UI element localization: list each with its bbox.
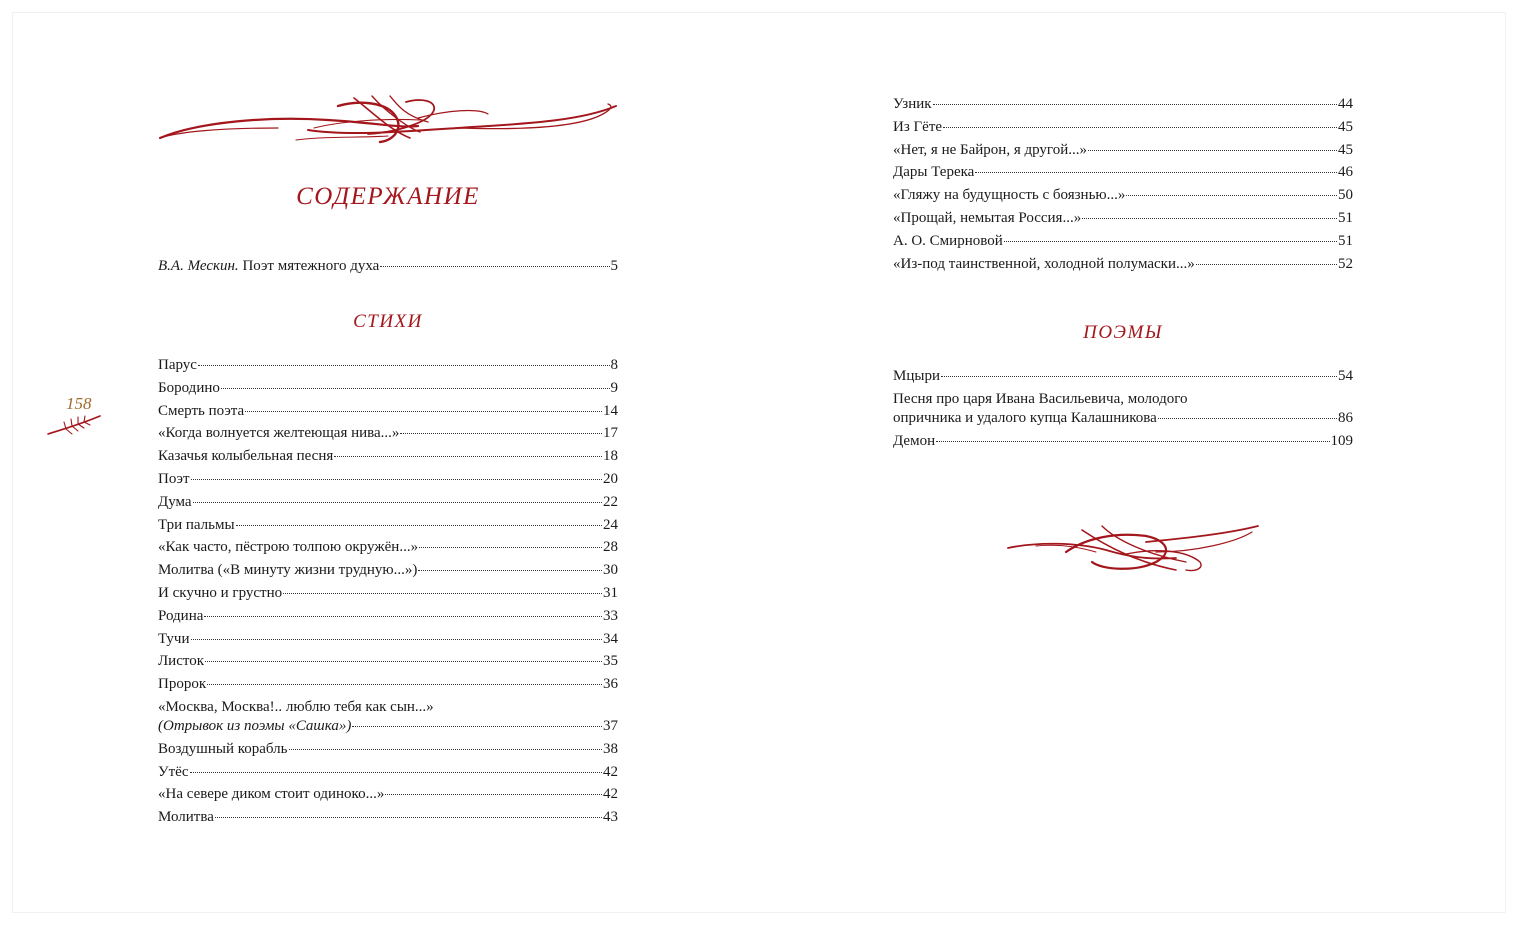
entry-title: «Прощай, немытая Россия...»: [893, 210, 1082, 226]
leader-dots: [941, 375, 1337, 377]
list-item: [158, 470, 618, 489]
page-ref: 54: [1338, 368, 1353, 384]
entry-title: Парус: [158, 357, 197, 373]
list-item: [158, 763, 618, 782]
page-ref: 42: [603, 763, 618, 780]
leader-dots: [289, 748, 603, 750]
entry-title: «Гляжу на будущность с боязнью...»: [893, 187, 1126, 204]
leader-dots: [193, 501, 602, 503]
list-item: [158, 584, 618, 603]
leader-dots: [215, 816, 602, 818]
list-item: [158, 652, 618, 671]
feather-icon: [46, 414, 102, 438]
entry-title: «Как часто, пёстрою толпою окружён...»: [158, 539, 419, 556]
section-title-long-poems: ПОЭМЫ: [1083, 322, 1163, 343]
page-ref: 18: [603, 448, 618, 465]
leader-dots: [943, 126, 1337, 128]
flourish-icon: [1006, 522, 1260, 578]
entry-title: Листок: [158, 653, 205, 670]
page-ref: 50: [1338, 187, 1353, 204]
leader-dots: [933, 103, 1337, 105]
entry-title: Пророк: [158, 676, 207, 693]
page-ref: 17: [603, 425, 618, 442]
list-item: [893, 390, 1353, 428]
leader-dots: [245, 410, 602, 412]
leader-dots: [380, 265, 609, 267]
list-item: [158, 675, 618, 694]
list-item: [158, 516, 618, 535]
entry-title: «Когда волнуется желтеющая нива...»: [158, 425, 400, 442]
entry-title: Утёс: [158, 763, 189, 780]
page-ref: 36: [603, 676, 618, 693]
entry-title: Бородино: [158, 379, 220, 396]
list-item: [893, 232, 1353, 251]
flourish-icon: [158, 92, 620, 152]
leader-dots: [207, 683, 602, 685]
list-item: [158, 630, 618, 649]
section-title-poems: СТИХИ: [353, 311, 423, 332]
page-ref: 9: [610, 379, 618, 396]
page-ref: 8: [610, 357, 618, 373]
entry-subtitle: (Отрывок из поэмы «Сашка»): [158, 718, 352, 734]
entry-title: Из Гёте: [893, 118, 943, 135]
leader-dots: [191, 638, 603, 640]
page-number: 158: [66, 394, 92, 413]
page-ref: 44: [1338, 96, 1353, 112]
entry-title: «Из-под таинственной, холодной полумаски...»: [893, 255, 1195, 272]
leader-dots: [1158, 417, 1337, 419]
entry-title: Мцыри: [893, 368, 940, 384]
page-ref: 22: [603, 493, 618, 510]
list-item: [158, 257, 618, 276]
page-ref: 5: [610, 258, 618, 274]
leader-dots: [400, 432, 602, 434]
list-item: [893, 209, 1353, 228]
entry-title: Дары Терека: [893, 164, 975, 181]
page-ref: 24: [603, 516, 618, 533]
entry-title: Родина: [158, 607, 204, 624]
leader-dots: [975, 171, 1337, 173]
list-item: [893, 118, 1353, 137]
leader-dots: [1126, 194, 1337, 196]
entry-title: «Москва, Москва!.. люблю тебя как сын...»: [158, 699, 434, 715]
entry-subtitle: опричника и удалого купца Калашникова: [893, 410, 1157, 426]
page-ref: 34: [603, 630, 618, 647]
page-ref: 38: [603, 740, 618, 757]
intro-author: В.А. Мескин.: [158, 258, 239, 274]
list-item: [893, 141, 1353, 160]
entry-title: «Нет, я не Байрон, я другой...»: [893, 141, 1087, 158]
entry-title: «На севере диком стоит одиноко...»: [158, 786, 385, 803]
entry-title: Молитва: [158, 809, 214, 826]
list-item: [158, 607, 618, 626]
intro-title: Поэт мятежного духа: [242, 258, 380, 274]
leader-dots: [204, 615, 602, 617]
list-item: [893, 367, 1353, 386]
page-ref: 33: [603, 607, 618, 624]
page-ref: 28: [603, 539, 618, 556]
list-item: [158, 785, 618, 804]
page-ref: 109: [1330, 433, 1353, 449]
list-item: [893, 95, 1353, 114]
list-item: [158, 402, 618, 421]
leader-dots: [1004, 240, 1337, 242]
list-item: [158, 740, 618, 759]
leader-dots: [418, 569, 602, 571]
leader-dots: [936, 440, 1329, 442]
list-item: [893, 432, 1353, 451]
page-ref: 45: [1338, 141, 1353, 158]
page-ref: 31: [603, 585, 618, 601]
entry-title: И скучно и грустно: [158, 585, 283, 601]
entry-title: Узник: [893, 96, 932, 112]
leader-dots: [385, 793, 602, 795]
entry-title: А. О. Смирновой: [893, 232, 1003, 249]
list-item: [158, 379, 618, 398]
page-ref: 45: [1338, 118, 1353, 135]
page-ref: 51: [1338, 210, 1353, 226]
page-title: СОДЕРЖАНИЕ: [296, 183, 480, 210]
leader-dots: [419, 546, 602, 548]
leader-dots: [191, 478, 602, 480]
entry-title: Воздушный корабль: [158, 740, 288, 757]
list-item: [893, 255, 1353, 274]
page-ref: 52: [1338, 255, 1353, 272]
leader-dots: [221, 387, 610, 389]
leader-dots: [205, 660, 602, 662]
list-item: [158, 493, 618, 512]
leader-dots: [1088, 149, 1337, 151]
leader-dots: [352, 725, 602, 727]
page-ref: 14: [603, 402, 618, 419]
entry-title: Тучи: [158, 630, 190, 647]
page-ref: 43: [603, 809, 618, 826]
entry-title: Смерть поэта: [158, 402, 245, 419]
entry-title: Дума: [158, 493, 192, 510]
entry-title: Казачья колыбельная песня: [158, 448, 334, 465]
page-ref: 30: [603, 562, 618, 579]
page-ref: 51: [1338, 232, 1353, 249]
list-item: [158, 356, 618, 375]
list-item: [893, 163, 1353, 182]
list-item: [158, 538, 618, 557]
list-item: [158, 424, 618, 443]
leader-dots: [1196, 263, 1337, 265]
page-ref: 46: [1338, 164, 1353, 181]
leader-dots: [1082, 217, 1337, 219]
list-item: [158, 447, 618, 466]
leader-dots: [198, 364, 610, 366]
entry-title: Поэт: [158, 471, 190, 487]
entry-title: Демон: [893, 433, 936, 449]
list-item: [158, 561, 618, 580]
list-item: [158, 808, 618, 827]
leader-dots: [190, 771, 603, 773]
entry-title: Три пальмы: [158, 516, 235, 533]
page-ref: 35: [603, 653, 618, 670]
list-item: [158, 698, 618, 736]
entry-title: Молитва («В минуту жизни трудную...»): [158, 562, 418, 579]
page-ref: 20: [603, 471, 618, 487]
page-ref: 37: [603, 718, 618, 734]
leader-dots: [283, 592, 602, 594]
page-ref: 42: [603, 786, 618, 803]
page-ref: 86: [1338, 410, 1353, 426]
leader-dots: [236, 524, 602, 526]
list-item: [893, 186, 1353, 205]
leader-dots: [334, 455, 602, 457]
entry-title: Песня про царя Ивана Васильевича, молодого: [893, 391, 1188, 407]
